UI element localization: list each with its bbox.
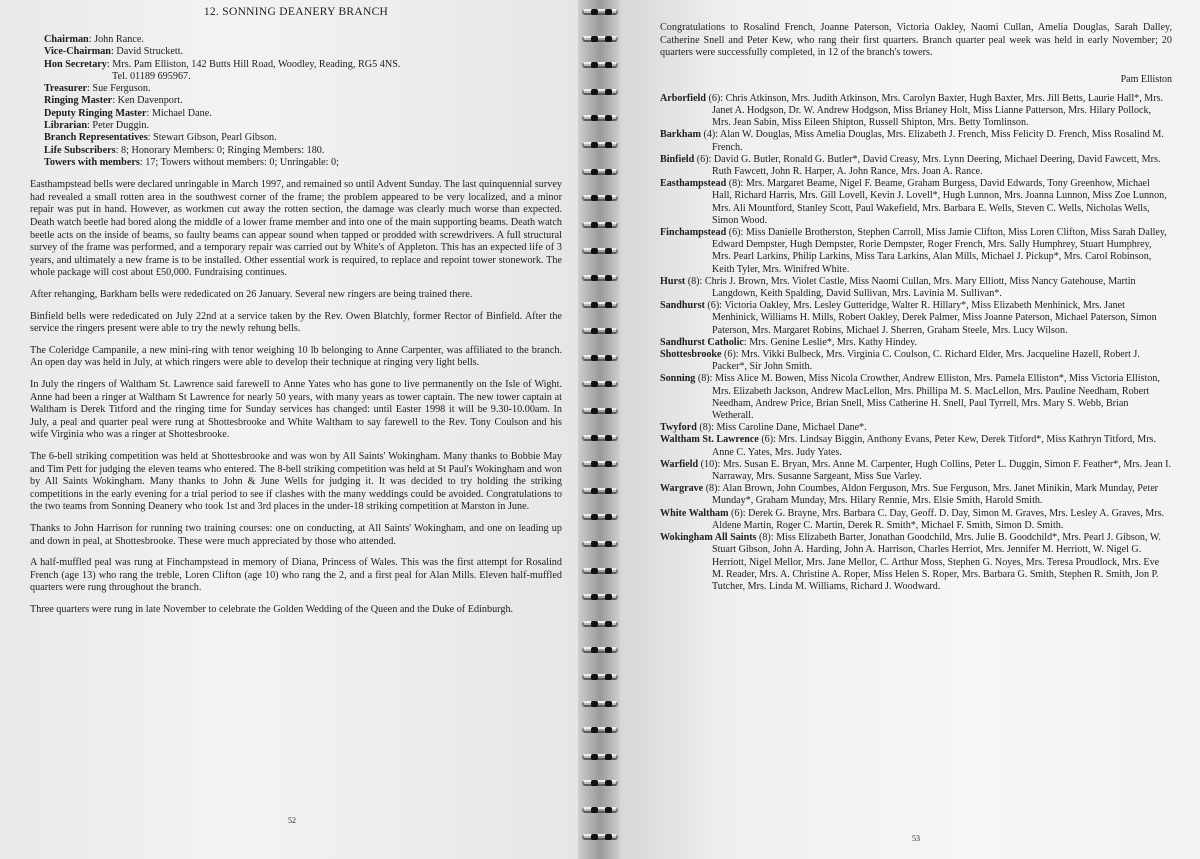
tower-entry: Hurst (8): Chris J. Brown, Mrs. Violet Castle, Miss Naomi Cullan, Mrs. Mary Elliott, Miss Nancy Gatehouse, Martin Langdown, Keith Spalding, David Sullivan, Mrs. Lavinia M. Sullivan*. (660, 275, 1136, 300)
page-number-right: 53 (912, 834, 920, 843)
binding-coil (578, 35, 622, 43)
officer-row: Life Subscribers: 8; Honorary Members: 0; Ringing Members: 180. (44, 144, 325, 156)
report-paragraph: The Coleridge Campanile, a new mini-ring with tenor weighing 10 lb belonging to Anne Carpenter, was affiliated to the branch. An open day was held in July, at which ringers were able to develop their technique at ringing very light bells. (30, 344, 562, 369)
binding-coil (578, 61, 622, 69)
officer-row: Branch Representatives: Stewart Gibson, Pearl Gibson. (44, 132, 277, 144)
binding-coil (578, 700, 622, 708)
right-page (620, 0, 1200, 859)
binding-coil (578, 806, 622, 814)
binding-coil (578, 646, 622, 654)
report-paragraph: The 6-bell striking competition was held at Shottesbrooke and was won by All Saints' Wokingham. Many thanks to Bobbie May and Tim Pett for judging the eleven teams who entered. The 8-bell striking competition was held at St Paul's Wokingham and won by All Saints Wokingham. Many thanks to John & June Wells for judging it. It was decided to try holding the striking competitions in the early evening for a trial period to see if clashes with the many weddings could be avoided. Congratulations to the two teams from Sonning Deanery who took 1st and 3rd places in the under-18 striking competition at Marston in June. (30, 450, 562, 513)
binding-coil (578, 620, 622, 628)
binding-coil (578, 487, 622, 495)
binding-coil (578, 194, 622, 202)
binding-coil (578, 221, 622, 229)
tower-list (660, 93, 1172, 593)
binding-coil (578, 673, 622, 681)
officer-row: Librarian: Peter Duggin. (44, 120, 150, 132)
binding-coil (578, 513, 622, 521)
report-paragraph: Easthampstead bells were declared unringable in March 1997, and remained so until Advent Sunday. The last quinquennial survey had revealed a small rotten area in the southwest corner of the frame; the problem appeared to be very localized, and a minor repair was put in hand. However, as workmen cut away the rotten section, the damage was clearly much worse than expected. Death watch beetle had bored along the middle of a lower frame member and into one of the main supporting beams. Death watch beetle acts on the inside of beams, so faulty beams can appear sound when tapped or prodded with screwdrivers. A full structural survey of the frame was performed, and a temporary repair was carried out by White's of Appleton. This has an expected life of 3 years, and ultimately a new frame is to be installed. Other essential work is required, to replace and repoint tower stonework. The whole package will cost about £50,000. Fundraising continues. (30, 179, 562, 279)
tower-entry: White Waltham (6): Derek G. Brayne, Mrs. Barbara C. Day, Geoff. D. Day, Simon M. Graves, Mrs. Lesley A. Graves, Mrs. Aldene Martin, Roger C. Martin, Derek R. Smith*, Michael F. Smith, Simon D. Smith. (660, 507, 1165, 531)
tower-entry: Finchampstead (6): Miss Danielle Brotherston, Stephen Carroll, Miss Jamie Clifton, Miss Loren Clifton, Miss Sarah Dalley, Edward Dempster, Hugh Dempster, Rorie Dempster, Roger French, Mrs. Sally Humphrey, Stuart Humphrey, Mrs. Pearl Larkins, Philip Larkins, Miss Tara Larkins, Alan Mills, Michael J. Pickup*, Mrs. Carol Robinson, Keith Tyler, Mrs. Winifred White. (660, 227, 1167, 275)
report-paragraph: In July the ringers of Waltham St. Lawrence said farewell to Anne Yates who has gone to live permanently on the Isle of Wight. Anne had been a ringer at Waltham St Lawrence for nearly 50 years, with many years as tower captain. The new tower captain at Waltham is Derek Titford and the ringing time for Sunday services has changed: until Easter 1998 it will be 9.30-10.00am. In July, a peal and quarter peal were rung at Shottesbrooke and White Waltham to say farewell to the Rev. Tony Coulson and his wife Virginia who was a ringer at Shottesbrooke. (30, 378, 562, 441)
binding-coil (578, 833, 622, 841)
tower-entry: Arborfield (6): Chris Atkinson, Mrs. Judith Atkinson, Mrs. Carolyn Baxter, Hugh Baxter, Mrs. Jill Betts, Laurie Hall*, Mrs. Janet A. Hodgson, Dr. W. Andrew Hodgson, Miss Brianey Holt, Miss Lianne Patterson, Mrs. Hilary Pollock, Mrs. Jean Sabin, Miss Eileen Shipton, Russell Shipton, Mrs. Betty Tomlinson. (660, 92, 1164, 129)
tower-entry: Sandhurst Catholic: Mrs. Genine Leslie*, Mrs. Kathy Hindey. (660, 336, 918, 348)
spiral-binding (578, 0, 622, 859)
binding-coil (578, 407, 622, 415)
binding-coil (578, 593, 622, 601)
binding-coil (578, 460, 622, 468)
report-paragraph: After rehanging, Barkham bells were rededicated on 26 January. Several new ringers are being trained there. (30, 289, 473, 301)
binding-coil (578, 380, 622, 388)
tower-entry: Waltham St. Lawrence (6): Mrs. Lindsay Biggin, Anthony Evans, Peter Kew, Derek Titford*, Miss Kathryn Titford, Mrs. Anne C. Yates, Mrs. Judy Yates. (660, 434, 1157, 458)
tower-entry: Sandhurst (6): Victoria Oakley, Mrs. Lesley Gutteridge, Walter R. Hillary*, Miss Elizabeth Menhinick, Mrs. Janet Menhinick, Williams H. Mills, Robert Oakley, Derek Palmer, Miss Joanne Paterson, Michael Paterson, Simon Paterson, Mrs. Margaret Robins, Michael J. Sherren, Graham Steele, Mrs. Lucy Wilson. (660, 300, 1157, 336)
binding-coil (578, 354, 622, 362)
binding-coil (578, 540, 622, 548)
binding-coil (578, 168, 622, 176)
officers-list (44, 34, 562, 169)
intro-paragraph: Congratulations to Rosalind French, Joanne Paterson, Victoria Oakley, Naomi Cullan, Amelia Douglas, Sarah Dalley, Catherine Snell and Peter Kew, who rang their first quarters. Branch quarter peal week was held in early November; 20 quarters were successfully completed, in 12 of the branch's towers. (660, 22, 1172, 59)
officer-row: Hon Secretary: Mrs. Pam Elliston, 142 Butts Hill Road, Woodley, Reading, RG5 4NS. (44, 58, 401, 70)
tower-entry: Sonning (8): Miss Alice M. Bowen, Miss Nicola Crowther, Andrew Elliston, Mrs. Pamela Elliston*, Miss Victoria Elliston, Mrs. Elizabeth Jackson, Andrew MacLellon, Mrs. Phillipa M. S. MacLellon, Mrs. Pauline Needham, Robert Needham, Andrew Price, Brian Snell, Miss Catherine H. Snell, Paul Tyrrell, Mrs. Mary S. Webb, Brian Wetherall. (660, 373, 1160, 422)
officer-row: Vice-Chairman: David Struckett. (44, 46, 184, 58)
binding-coil (578, 567, 622, 575)
binding-coil (578, 141, 622, 149)
officer-row: Treasurer: Sue Ferguson. (44, 83, 151, 95)
binding-coil (578, 114, 622, 122)
officer-row: Ringing Master: Ken Davenport. (44, 95, 183, 107)
binding-coil (578, 247, 622, 255)
binding-coil (578, 8, 622, 16)
binding-coil (578, 434, 622, 442)
binding-coil (578, 726, 622, 734)
report-paragraph: Binfield bells were rededicated on July 22nd at a service taken by the Rev. Owen Blatchly, former Rector of Binfield. After the service the ringers present were able to try the newly rehung bells. (30, 310, 562, 335)
binding-coil (578, 327, 622, 335)
tower-entry: Easthampstead (8): Mrs. Margaret Beame, Nigel F. Beame, Graham Burgess, David Edwards, Tony Greenhow, Michael Hall, Richard Harris, Mrs. Gill Lovell, Kevin J. Lovell*, Hugh Lunnon, Mrs. Joanna Lunnon, Miss Zoe Lunnon, Mrs. Ali Mountford, Stanley Scott, Paul Wakefield, Mrs. Barbara E. Wells, Steven C. Wells, Nicholas Wells, Simon Wood. (660, 178, 1167, 226)
officer-row: Deputy Ringing Master: Michael Dane. (44, 107, 212, 119)
tower-entry: Barkham (4): Alan W. Douglas, Miss Amelia Douglas, Mrs. Elizabeth J. French, Miss Felicity D. French, Miss Rosalind M. French. (660, 129, 1164, 153)
binding-coil (578, 301, 622, 309)
binding-coil (578, 274, 622, 282)
report-paragraph: A half-muffled peal was rung at Finchampstead in memory of Diana, Princess of Wales. This was the first attempt for Rosalind French (age 13) who rang the treble, Loren Clifton (age 10) who rang the 2, and a first peal for Alan Mills. Eleven half-muffled quarters were rung throughout the branch. (30, 557, 562, 594)
tower-entry: Shottesbrooke (6): Mrs. Vikki Bulbeck, Mrs. Virginia C. Coulson, C. Richard Elder, Mrs. Jacqueline Hazell, Robert J. Packer*, Sir John Smith. (660, 349, 1140, 373)
report-paragraph: Three quarters were rung in late November to celebrate the Golden Wedding of the Queen and the Duke of Edinburgh. (30, 603, 514, 615)
tower-entry: Binfield (6): David G. Butler, Ronald G. Butler*, David Creasy, Mrs. Lynn Deering, Michael Deering, David Fawcett, Mrs. Ruth Fawcett, John R. Harper, A. John Rance, Mrs. Joan A. Rance. (660, 153, 1161, 177)
binding-coil (578, 779, 622, 787)
officer-row: Towers with members: 17; Towers without members: 0; Unringable: 0; (44, 156, 339, 168)
officer-row: Chairman: John Rance. (44, 34, 144, 45)
tower-entry: Wokingham All Saints (8): Miss Elizabeth Barter, Jonathan Goodchild, Mrs. Julie B. Goodchild*, Mrs. Pearl J. Gibson, W. Stuart Gibson, John A. Harding, John A. Harrison, Charles Herriot, Mrs. Jennifer M. Herriott, W. Nigel G. Herriott, Nigel Mellor, Mrs. Jane Mellor, C. Arthur Moss, Stephen G. Noyes, Mrs. Teresa Proudlock, Mrs. Eve M. Reader, Mrs. A. Christine A. Roper, Miss Helen S. Roper, Mrs. Barbara G. Smith, Stephen R. Smith, Jon P. Tutcher, Mrs. Linda M. Williams, Richard J. Woodward. (660, 532, 1161, 592)
report-paragraph: Thanks to John Harrison for running two training courses: one on conducting, at All Saints' Wokingham, and one on leading up and down in peal, at Shottesbrooke. These were much appreciated by those who attended. (30, 522, 562, 547)
signature: Pam Elliston (1120, 73, 1172, 85)
officer-row: Tel. 01189 695967. (112, 70, 191, 82)
tower-entry: Warfield (10): Mrs. Susan E. Bryan, Mrs. Anne M. Carpenter, Hugh Collins, Peter L. Duggin, Simon F. Feather*, Mrs. Jean I. Narraway, Mrs. Susanne Sargeant, Miss Sue Varley. (660, 458, 1172, 483)
binding-coil (578, 753, 622, 761)
page-number-left: 52 (288, 816, 296, 825)
section-title: 12. SONNING DEANERY BRANCH (203, 6, 389, 18)
tower-entry: Wargrave (8): Alan Brown, John Coumbes, Aldon Ferguson, Mrs. Sue Ferguson, Mrs. Janet Minikin, Mark Munday, Peter Munday*, Graham Munday, Mrs. Hilary Rennie, Mrs. Elsie Smith, Harold Smith. (660, 483, 1159, 507)
tower-entry: Twyford (8): Miss Caroline Dane, Michael Dane*. (660, 422, 867, 434)
left-page (0, 0, 580, 859)
binding-coil (578, 88, 622, 96)
